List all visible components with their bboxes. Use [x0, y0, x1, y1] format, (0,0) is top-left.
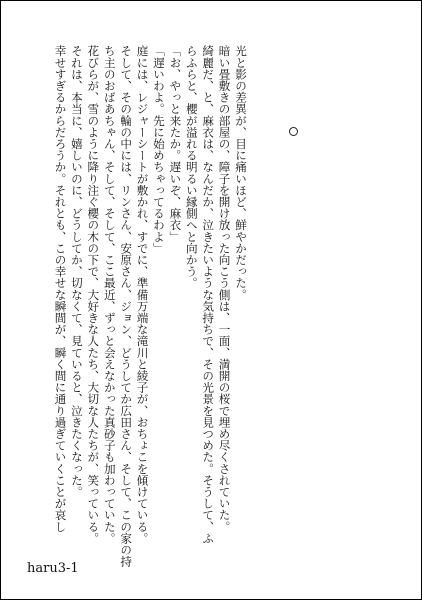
text-line: そして、その輪の中には、リンさん、安原さん、ジョン、どうしてか広田さん、そして、この家の持	[119, 45, 134, 567]
vertical-text-body	[52, 45, 249, 567]
text-line: 「お、やっと来たか。遅いぞ、麻衣」	[168, 45, 183, 243]
section-mark-circle	[289, 127, 298, 136]
text-line: らふらと、櫻が溢れる明るい縁側へと向かう。	[184, 45, 199, 289]
text-line: ち主のおばあちゃん、そして、そして、ここ最近、ずっと会えなかった真砂子も加わっていた。	[102, 45, 117, 544]
text-line: 「遅いわよ。先に始めちゃってるわよ」	[151, 45, 166, 254]
text-line: 綺麗だ、と、麻衣は、なんだか、泣きたいような気持ちで、その光景を見つめた。そうして、ふ	[201, 45, 216, 544]
text-line: 庭には、レジャーシートが敷かれ、すでに、準備万端な滝川と綾子が、おちょこを傾けている。	[135, 45, 150, 544]
text-line: 光と影の差異が、目に痛いほど、鮮やかだった。	[234, 45, 248, 301]
text-line: 暗い畳敷きの部屋の、障子を開け放った向こう側は、一面、満開の桜で埋め尽くされていた。	[217, 45, 232, 533]
text-line: それは、本当に、嬉しいのに、どうしてか、切なくて、見ていると、泣きたくなった。	[69, 45, 84, 498]
text-line: 幸せすぎるからだろうか。それとも、この幸せな瞬間が、瞬く間に通り過ぎていくことが哀し	[53, 45, 68, 533]
page-footer-label: haru3-1	[27, 561, 79, 576]
text-line: 花びらが、雪のように降り注ぐ櫻の木の下で、大好きな人たち、大切な人たちが、笑っている。	[86, 45, 101, 544]
